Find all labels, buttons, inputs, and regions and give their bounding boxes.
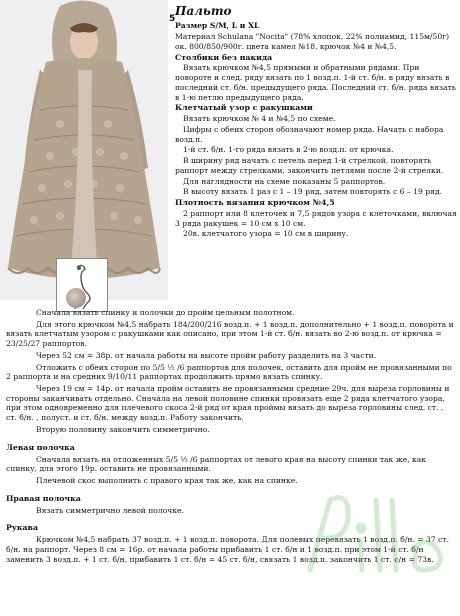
size-line: Размер S/M, L и XL (175, 21, 260, 31)
body-text-5: Через 19 см = 14р. от начала пройм оставить не провязанными средние 29ч. для выреза горловины и стороны заканчивать отдельно. Сначала на левой половине спинки провязать еще 2 ряда клетчатого узора, при этом одновременно для плечевого скоса 2-й ряд от края проймы вязать до выреза горловины след. ст. , ст. б/н. , полуст. и ст. б/н. между возд.п. Работу закончить. (6, 384, 450, 423)
body-text-2: Для этого крючком №4,5 набрать 184/200/216 возд.п. + 1 возд.п. дополнительно + 1 возд.п. поворота и вязать клетчатым узором с ракушками как описано, при этом 1-й ст. б/н. вязать во 2-ю возд.п. от крючка = 23/25/27 раппортов. (6, 319, 454, 349)
watermark-logo (300, 480, 460, 580)
stitch-heading: Столбики без накида (175, 52, 273, 62)
coat-illustration (0, 0, 168, 300)
page-number: 5 (169, 14, 176, 24)
body-text-1: Сначала вязать спинку и полочки до пройм цельным полотном. (36, 308, 295, 317)
shell-text-3: 1-й ст. б/н. 1-го ряда вязать в 2-ю возд.п. от крючка. (183, 145, 394, 155)
page-title: Пальто (175, 4, 232, 18)
material-line: Материал Schulana "Nocita" (78% хлопок, 22% полиамид, 115м/50г) ок. 800/850/900г. цвета камел №18, крючок №4 и №4,5. (175, 32, 450, 51)
density-text-1: 2 раппорт или 8 клеточек и 7,5 рядов узора с клеточками, включая 3 ряда ракушек = 10 см х 10 см. (175, 209, 457, 228)
body-text-4: Отложить с обеих сторон по 5/5 ½ /6 раппортов для полочек, оставить для пройм не провязанными по 2 раппорта и на средних 9/10/11 раппортах продолжить прямо вязать спинку. (6, 362, 452, 382)
shell-text-5: Для наглядности на схеме показаны 5 раппортов. (183, 176, 386, 186)
pattern-intro (175, 4, 457, 240)
sleeves-heading: Рукава (6, 523, 39, 533)
stitch-text: Вязать крючком №4,5 прямыми и обратными рядами. При повороте и след. ряду вязать по 1 возд.п. 1-й ст. б/н. в ряду вязать в последний ст. б/н. предыдущего ряда. Последний ст. б/н. ряда вязать в 1-ю петлю предыдущего ряда. (175, 63, 456, 102)
left-front-text-1: Сначала вязать на отложенных 5/5 ½ /6 раппортах от левого края на высоту спинки так же, как спинку, для этого 19р. оставить не провязанными. (6, 454, 427, 474)
body-text-3: Через 52 см = 38р. от начала работы на высоте пройм работу разделить на 3 части. (36, 350, 377, 360)
yarn-ball-icon (66, 288, 86, 308)
model-photo (0, 0, 168, 300)
sleeves-text: Крючком №4,5 набрать 37 возд.п. + 1 возд.п. поворота. Для полевых перевязать 1 возд.п. б/н. = 37 ст. б/н. на раппорт. Через 8 см = 16р. от начала работы прибавить 1 ст. б/н и 1 возд.п. при этом 1-й ст. б/н заменить 3 возд.п. + 1 ст. б/н, прибавить 1 ст. б/н = 45 ст. б/н, связать 1 возд.п. закончить 1 ст. с/н = 73в. (6, 535, 449, 564)
shell-text-2: Цифры с обеих сторон обозначают номер ряда. Начать с набора возд.п. (175, 125, 444, 144)
right-front-heading: Правая полочка (6, 493, 81, 503)
shell-heading: Клетчатый узор с ракушками (175, 103, 313, 113)
density-text-2: 20в. клетчатого узора = 10 см в ширину. (183, 229, 349, 239)
shell-text-4: В ширину ряд начать с петель перед 1-й стрелкой, повторять раппорт между стрелками, закончить петлями после 2-й стрелки. (175, 156, 444, 175)
density-heading: Плотность вязания крючком №4,5 (175, 198, 335, 208)
left-front-heading: Левая полочка (6, 442, 75, 452)
shell-text-6: В высоту вязать 1 раз с 1 – 19 ряд, затем повторять с 6 – 19 ряд. (183, 187, 442, 197)
right-front-text: Вязать симметрично левой полочке. (36, 505, 184, 515)
body-text-6: Вторую половину закончить симметрично. (36, 424, 210, 434)
left-front-text-2: Плечевой скос выполнить с правого края так же, как на спинке. (36, 476, 298, 486)
shell-text-1: Вязать крючком № 4 и №4,5 по схеме. (183, 114, 336, 124)
